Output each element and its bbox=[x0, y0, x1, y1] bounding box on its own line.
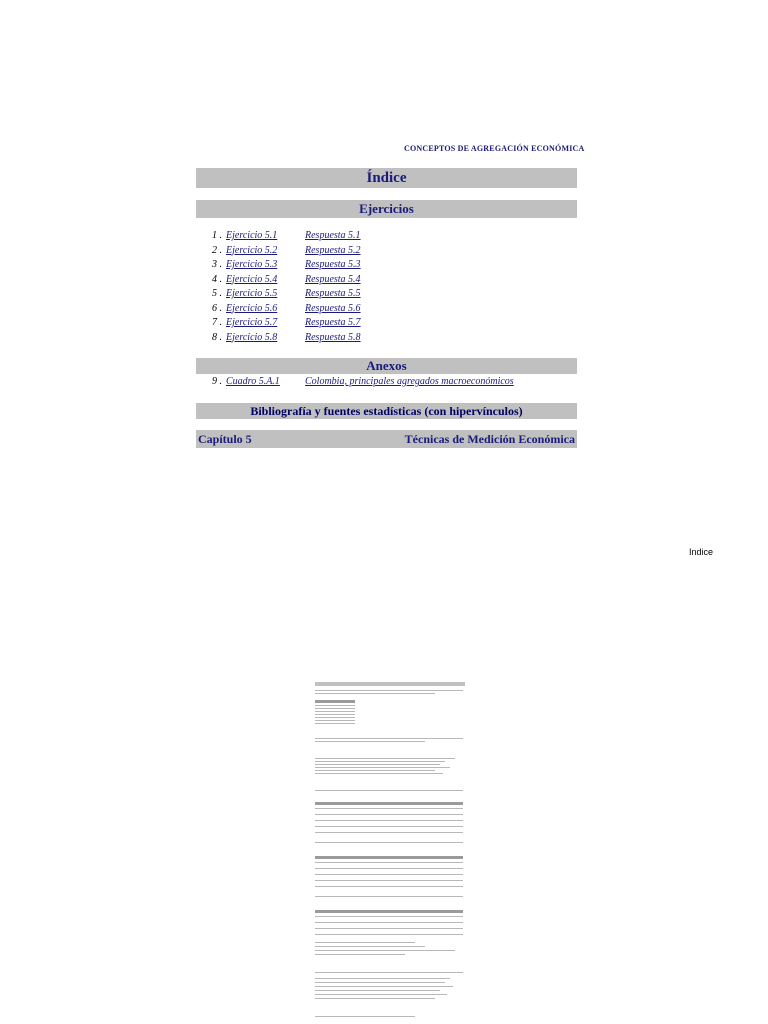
thumbnail-text-line bbox=[315, 693, 435, 694]
thumbnail-table-row bbox=[315, 868, 463, 869]
thumbnail-text-line bbox=[315, 986, 453, 987]
thumbnail-table-row bbox=[315, 886, 463, 887]
thumbnail-text-line bbox=[315, 761, 445, 762]
answer-link[interactable]: Respuesta 5.8 bbox=[305, 331, 361, 343]
thumbnail-table-row bbox=[315, 714, 355, 715]
thumbnail-table-row bbox=[315, 916, 463, 917]
thumbnail-table-row bbox=[315, 720, 355, 721]
list-item bbox=[196, 316, 577, 331]
sheet-tab-label: Indice bbox=[689, 547, 714, 557]
chapter-label: Capítulo 5 bbox=[198, 432, 252, 446]
thumbnail-text-line bbox=[315, 1016, 415, 1017]
thumbnail-text-line bbox=[315, 990, 440, 991]
answer-link[interactable]: Respuesta 5.3 bbox=[305, 259, 361, 270]
exercise-list bbox=[196, 229, 577, 345]
bibliography-link[interactable]: Bibliografía y fuentes estadísticas (con hipervínculos) bbox=[196, 403, 577, 419]
thumbnail-header-bar bbox=[315, 682, 465, 686]
thumbnail-table-row bbox=[315, 723, 355, 724]
thumbnail-table-row bbox=[315, 928, 463, 929]
thumbnail-table-row bbox=[315, 896, 463, 897]
thumbnail-text-line bbox=[315, 942, 415, 943]
thumbnail-table-row bbox=[315, 826, 463, 827]
item-number: 6 . bbox=[212, 302, 222, 314]
answer-link[interactable]: Respuesta 5.2 bbox=[305, 244, 361, 256]
exercise-link[interactable]: Ejercicio 5.8 bbox=[226, 331, 278, 343]
thumbnail-text-line bbox=[315, 994, 447, 995]
document-subtitle: CONCEPTOS DE AGREGACIÓN ECONÓMICA bbox=[404, 144, 585, 153]
thumbnail-text-line bbox=[315, 767, 450, 768]
thumbnail-table-header bbox=[315, 802, 463, 805]
item-number: 1 . bbox=[212, 230, 222, 241]
annex-link[interactable]: Cuadro 5.A.1 bbox=[226, 376, 280, 387]
item-number: 2 . bbox=[212, 244, 222, 256]
item-number: 4 . bbox=[212, 273, 222, 285]
item-number: 3 . bbox=[212, 259, 222, 270]
answer-link[interactable]: Respuesta 5.5 bbox=[305, 288, 361, 299]
thumbnail-text-line bbox=[315, 954, 405, 955]
list-item bbox=[196, 273, 577, 288]
thumbnail-table-row bbox=[315, 934, 463, 935]
thumbnail-table-row bbox=[315, 842, 463, 843]
thumbnail-text-line bbox=[315, 690, 463, 691]
thumbnail-table-row bbox=[315, 814, 463, 815]
index-title: Índice bbox=[196, 168, 577, 188]
list-item bbox=[196, 331, 577, 346]
thumbnail-table-row bbox=[315, 808, 463, 809]
exercise-link[interactable]: Ejercicio 5.6 bbox=[226, 302, 278, 314]
thumbnail-table-row bbox=[315, 862, 463, 863]
thumbnail-text-line bbox=[315, 978, 450, 979]
thumbnail-text-line bbox=[315, 738, 463, 739]
list-item bbox=[196, 287, 577, 302]
thumbnail-text-line bbox=[315, 773, 443, 774]
thumbnail-text-line bbox=[315, 764, 440, 765]
exercise-link[interactable]: Ejercicio 5.5 bbox=[226, 288, 278, 299]
thumbnail-table-row bbox=[315, 874, 463, 875]
annex-item bbox=[196, 375, 577, 390]
exercise-link[interactable]: Ejercicio 5.7 bbox=[226, 317, 278, 328]
chapter-title: Técnicas de Medición Económica bbox=[404, 432, 575, 446]
exercises-section-title: Ejercicios bbox=[196, 200, 577, 218]
thumbnail-text-line bbox=[315, 998, 435, 999]
list-item bbox=[196, 244, 577, 259]
exercise-link[interactable]: Ejercicio 5.4 bbox=[226, 273, 278, 285]
exercise-link[interactable]: Ejercicio 5.2 bbox=[226, 244, 278, 256]
list-item bbox=[196, 258, 577, 273]
thumbnail-table-row bbox=[315, 922, 463, 923]
annex-description-link[interactable]: Colombia, principales agregados macroeconómicos bbox=[305, 376, 514, 387]
answer-link[interactable]: Respuesta 5.7 bbox=[305, 317, 361, 328]
list-item bbox=[196, 229, 577, 244]
thumbnail-text-line bbox=[315, 950, 455, 951]
thumbnail-table-row bbox=[315, 708, 355, 709]
thumbnail-text-line bbox=[315, 972, 463, 973]
list-item bbox=[196, 302, 577, 317]
answer-link[interactable]: Respuesta 5.6 bbox=[305, 302, 361, 314]
thumbnail-table-row bbox=[315, 717, 355, 718]
thumbnail-text-line bbox=[315, 741, 425, 742]
thumbnail-table-row bbox=[315, 880, 463, 881]
thumbnail-table-header bbox=[315, 856, 463, 859]
thumbnail-table-row bbox=[315, 705, 355, 706]
thumbnail-text-line bbox=[315, 946, 425, 947]
thumbnail-table-header bbox=[315, 700, 355, 703]
thumbnail-table-header bbox=[315, 910, 463, 913]
answer-link[interactable]: Respuesta 5.1 bbox=[305, 230, 361, 241]
annexes-section-title: Anexos bbox=[196, 358, 577, 374]
answer-link[interactable]: Respuesta 5.4 bbox=[305, 273, 361, 285]
item-number: 5 . bbox=[212, 288, 222, 299]
thumbnail-text-line bbox=[315, 982, 445, 983]
thumbnail-text-line bbox=[315, 758, 455, 759]
item-number: 9 . bbox=[212, 376, 222, 387]
exercise-link[interactable]: Ejercicio 5.1 bbox=[226, 230, 278, 241]
thumbnail-table-row bbox=[315, 832, 463, 833]
exercise-link[interactable]: Ejercicio 5.3 bbox=[226, 259, 278, 270]
thumbnail-table-row bbox=[315, 711, 355, 712]
item-number: 8 . bbox=[212, 331, 222, 343]
thumbnail-text-line bbox=[315, 790, 463, 791]
chapter-bar bbox=[196, 430, 577, 448]
page-thumbnail bbox=[305, 666, 465, 1024]
thumbnail-table-row bbox=[315, 820, 463, 821]
thumbnail-text-line bbox=[315, 770, 435, 771]
item-number: 7 . bbox=[212, 317, 222, 328]
